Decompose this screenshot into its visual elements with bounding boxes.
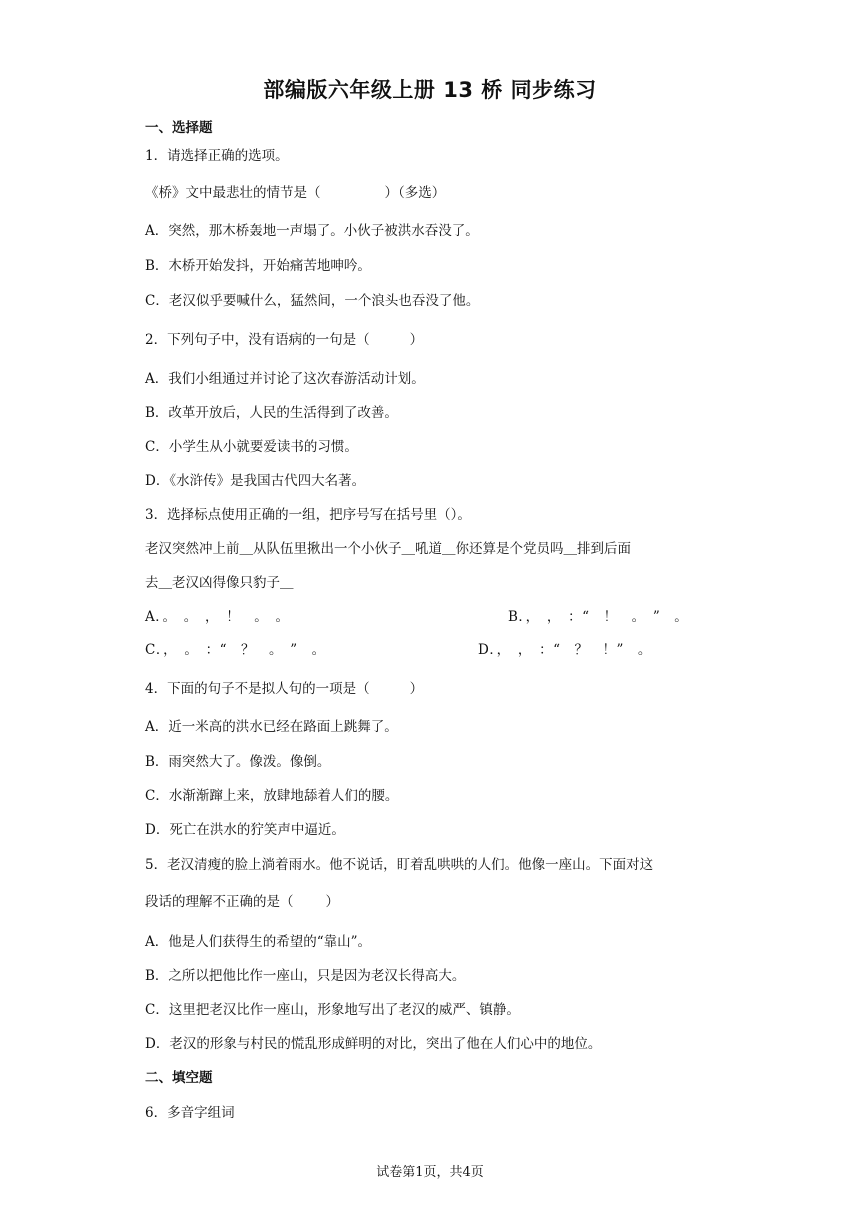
question-4-stem [145, 677, 423, 697]
question-2-option-a: A．我们小组通过并讨论了这次春游活动计划。 [145, 371, 425, 387]
question-1-sub-tail: ）（多选） [384, 185, 446, 201]
question-1-sub-text: 《桥》文中最悲壮的情节是（ [145, 185, 321, 201]
question-2-option-c: C．小学生从小就要爱读书的习惯。 [145, 439, 358, 455]
question-5-option-a: A．他是人们获得生的希望的“靠山”。 [145, 934, 372, 950]
question-5-option-b: B．之所以把他比作一座山，只是因为老汉长得高大。 [145, 968, 466, 984]
question-4-option-a: A．近一米高的洪水已经在路面上跳舞了。 [145, 719, 398, 735]
question-3-option-a: A．。 。 ， ！ 。 。 [145, 609, 290, 625]
question-2-stem-text: 2．下列句子中，没有语病的一句是（ [145, 332, 370, 348]
section-heading-choice: 一、选择题 [145, 120, 213, 136]
question-1-option-c: C．老汉似乎要喊什么，猛然间，一个浪头也吞没了他。 [145, 293, 480, 309]
question-4-option-b: B．雨突然大了。像泼。像倒。 [145, 754, 331, 770]
question-2-option-d: D．《水浒传》是我国古代四大名著。 [145, 473, 366, 489]
question-4-stem-tail: ） [409, 681, 424, 697]
page-title: 部编版六年级上册 13 桥 同步练习 [263, 78, 597, 102]
question-5-stem-line-2 [145, 890, 339, 910]
question-1-sub [145, 181, 445, 201]
question-4-stem-text: 4．下面的句子不是拟人句的一项是（ [145, 681, 370, 697]
page-footer: 试卷第1页，共4页 [376, 1165, 484, 1180]
question-3-option-c: C．， 。 ：“ ？ 。 ” 。 [145, 642, 326, 658]
question-5-stem-tail: ） [325, 894, 339, 910]
question-5-option-c: C．这里把老汉比作一座山，形象地写出了老汉的威严、镇静。 [145, 1002, 520, 1018]
question-6-stem: 6．多音字组词 [145, 1105, 235, 1121]
question-3-stem: 3．选择标点使用正确的一组，把序号写在括号里（）。 [145, 507, 471, 523]
question-3-line-1: 老汉突然冲上前＿从队伍里揪出一个小伙子＿吼道＿你还算是个党员吗＿排到后面 [145, 541, 631, 557]
question-2-stem [145, 328, 423, 348]
question-2-stem-tail: ） [409, 332, 424, 348]
question-5-stem-line-1: 5．老汉清瘦的脸上淌着雨水。他不说话，盯着乱哄哄的人们。他像一座山。下面对这 [145, 857, 654, 873]
question-2-option-b: B．改革开放后，人民的生活得到了改善。 [145, 405, 398, 421]
question-1-stem: 1．请选择正确的选项。 [145, 148, 289, 164]
section-heading-fill: 二、填空题 [145, 1070, 213, 1086]
question-4-option-d: D．死亡在洪水的狞笑声中逼近。 [145, 822, 345, 838]
question-1-option-a: A．突然，那木桥轰地一声塌了。小伙子被洪水吞没了。 [145, 223, 479, 239]
question-5-stem-text: 段话的理解不正确的是（ [145, 894, 294, 910]
question-3-line-2: 去＿老汉凶得像只豹子＿ [145, 575, 294, 591]
question-3-option-b: B．， ， ：“ ！ 。 ” 。 [508, 609, 689, 625]
question-4-option-c: C．水渐渐蹿上来，放肆地舔着人们的腰。 [145, 788, 399, 804]
question-3-option-d: D．， ， ：“ ？ ！” 。 [478, 642, 652, 658]
question-1-option-b: B．木桥开始发抖，开始痛苦地呻吟。 [145, 258, 371, 274]
question-5-option-d: D．老汉的形象与村民的慌乱形成鲜明的对比，突出了他在人们心中的地位。 [145, 1036, 602, 1052]
